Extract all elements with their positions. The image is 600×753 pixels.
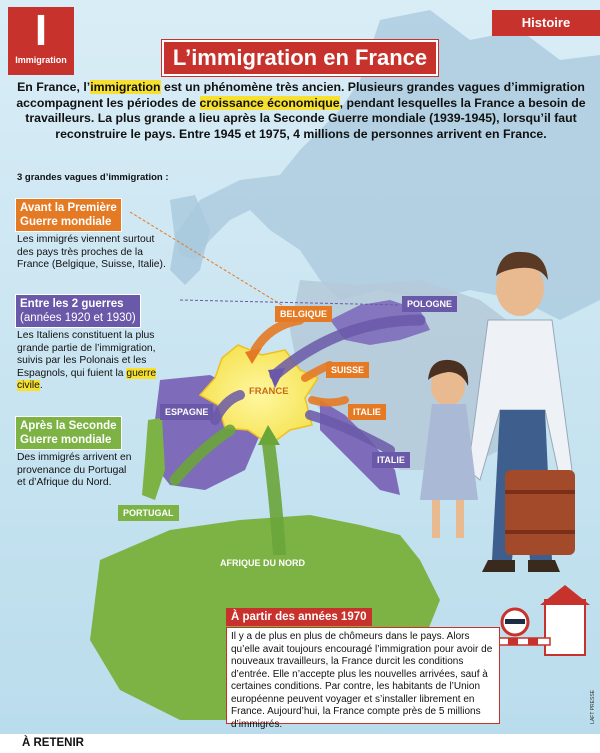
wave-1-title-line1: Avant la Première xyxy=(20,202,117,214)
intro-text-3: , pendant lesquelles la France a besoin de travailleurs. La plus grande a lieu après la Seconde Guerre mondiale (1939-1945), lorsqu’il faut reconstruire le pays. Entre 1945 et 1975, 4 millions de personnes arrivent en France. xyxy=(25,95,586,141)
wave-1-text: Les immigrés viennent surtout des pays très proches de la France (Belgique, Suisse, Italie). xyxy=(17,234,166,271)
wave-1-title xyxy=(15,198,122,232)
wave-3-text: Des immigrés arrivent en provenance du Portugal et d’Afrique du Nord. xyxy=(17,452,132,489)
map-label-afrique-du-nord: AFRIQUE DU NORD xyxy=(215,555,310,571)
section-label: Immigration xyxy=(15,55,67,65)
intro-paragraph xyxy=(14,80,588,142)
wave-2-title xyxy=(15,294,141,328)
a-retenir-footer xyxy=(0,734,600,753)
wave-2-text-before: Les Italiens constituent la plus grande partie de l’immigration, suivis par les Polonais et les Espagnols, qui fuient la xyxy=(17,330,156,379)
map-label-portugal: PORTUGAL xyxy=(118,505,179,521)
intro-highlight-immigration: immigration xyxy=(90,80,161,94)
map-label-pologne: POLOGNE xyxy=(402,296,457,312)
wave-2-text-after: . xyxy=(39,380,43,392)
wave-2-text xyxy=(17,330,182,393)
wave-2-text-highlight: guerre civile xyxy=(17,367,157,392)
map-label-italie-purple: ITALIE xyxy=(372,452,410,468)
map-label-italie-orange: ITALIE xyxy=(348,404,386,420)
wave-2-title-line2: (années 1920 et 1930) xyxy=(20,312,136,324)
intro-highlight-croissance: croissance économique xyxy=(199,95,340,110)
wave-3-title xyxy=(15,416,122,450)
intro-text-1: En France, l’ xyxy=(17,80,91,94)
section-letter: I xyxy=(34,6,48,55)
copyright-mark: LAFT PRESSE xyxy=(590,690,596,724)
wave-2-title-line1: Entre les 2 guerres xyxy=(20,298,124,310)
waves-heading: 3 grandes vagues d’immigration : xyxy=(17,172,169,183)
map-label-france: FRANCE xyxy=(249,386,289,397)
since-1970-text: Il y a de plus en plus de chômeurs dans le pays. Alors qu’elle avait toujours encouragé l’immigration pour avoir de nouveaux travailleurs, la France durcit les conditions d’entrée. Elle n’accepte plus les nouvelles arrivées, sauf à certaines conditions. Par contre, les habitants de l’Union européenne peuvent voyager et s’installer librement en France. Aujourd’hui, la France compte près de 5 millions d’immigrés. xyxy=(231,631,493,730)
wave-1-title-line2: Guerre mondiale xyxy=(20,216,112,228)
section-letter-badge xyxy=(8,7,74,75)
since-1970-title: À partir des années 1970 xyxy=(226,608,372,626)
map-label-espagne: ESPAGNE xyxy=(160,404,213,420)
intro-text-2: est un phénomène très ancien. Plusieurs grandes vagues d’immigration accompagnent les périodes de xyxy=(16,80,585,110)
map-label-suisse: SUISSE xyxy=(326,362,369,378)
a-retenir-label: À RETENIR xyxy=(22,737,84,749)
map-label-belgique: BELGIQUE xyxy=(275,306,332,322)
wave-3-title-line1: Après la Seconde xyxy=(20,420,117,432)
page-title: L’immigration en France xyxy=(162,40,438,76)
wave-3-title-line2: Guerre mondiale xyxy=(20,434,112,446)
since-1970-box xyxy=(226,627,500,730)
category-badge: Histoire xyxy=(492,10,600,36)
